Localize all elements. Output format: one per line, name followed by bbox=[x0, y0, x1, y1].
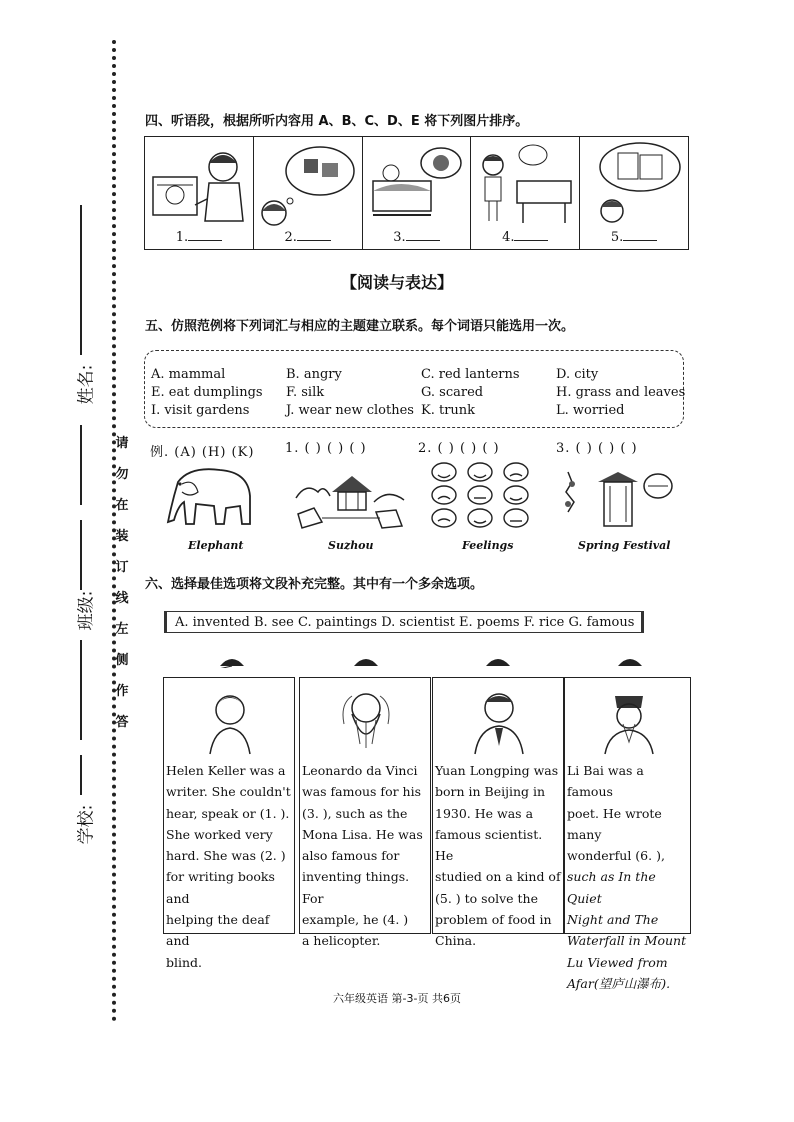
lamp-icon bbox=[352, 652, 380, 668]
card-helen-keller bbox=[163, 677, 295, 970]
warning-char: 作 bbox=[115, 684, 129, 699]
word-item: J. wear new clothes bbox=[286, 403, 414, 418]
word-item: A. mammal bbox=[151, 367, 226, 382]
warning-char: 侧 bbox=[115, 653, 129, 668]
page-footer: 六年级英语 第-3-页 共6页 bbox=[333, 992, 461, 1005]
lamp-icon bbox=[484, 652, 512, 668]
suzhou-garden-picture bbox=[292, 462, 410, 534]
boy-reading-news-picture bbox=[582, 141, 688, 231]
lamp-icon bbox=[616, 652, 644, 668]
picture-number-3: 3. bbox=[363, 230, 471, 245]
feelings-faces-picture bbox=[428, 462, 538, 534]
card-yuan-longping bbox=[432, 677, 564, 949]
card-li-bai bbox=[564, 677, 691, 991]
boy-in-bed-picture bbox=[365, 141, 471, 231]
spring-festival-picture bbox=[558, 462, 676, 534]
warning-char: 线 bbox=[115, 591, 129, 606]
school-label: 学校: bbox=[76, 804, 97, 845]
word-item: E. eat dumplings bbox=[151, 385, 263, 400]
options-box: A. invented B. see C. paintings D. scientist E. poems F. rice G. famous bbox=[164, 611, 644, 633]
name-underline-lower bbox=[80, 425, 82, 505]
part5-heading: 五、仿照范例将下列词汇与相应的主题建立联系。每个词语只能选用一次。 bbox=[145, 319, 575, 334]
word-item: K. trunk bbox=[421, 403, 476, 418]
topic-caption-feelings: Feelings bbox=[462, 539, 514, 552]
card-text-li-bai: Li Bai was a famous poet. He wrote many wonderful (6. ), such as In the Quiet Night and The Waterfall in Mount Lu Viewed from Afar(望庐山瀑布). bbox=[567, 763, 687, 991]
word-item: L. worried bbox=[556, 403, 625, 418]
portrait-da-vinci bbox=[330, 684, 402, 756]
boy-standing-picture bbox=[473, 141, 579, 231]
picture-number-4: 4. bbox=[471, 230, 579, 245]
topic-answer-row-example: 例. (A) (H) (K) bbox=[150, 445, 255, 460]
section-title: 【阅读与表达】 bbox=[340, 273, 453, 292]
word-bank bbox=[144, 350, 684, 428]
word-item: I. visit gardens bbox=[151, 403, 250, 418]
topic-caption-suzhou: Suzhou bbox=[328, 539, 374, 552]
warning-char: 装 bbox=[115, 529, 129, 544]
word-item: D. city bbox=[556, 367, 599, 382]
picture-cell-1 bbox=[145, 137, 254, 249]
binding-warning bbox=[113, 432, 131, 730]
topic-caption-spring-festival: Spring Festival bbox=[578, 539, 671, 552]
portrait-li-bai bbox=[593, 684, 665, 756]
warning-char: 左 bbox=[115, 622, 129, 637]
portrait-yuan-longping bbox=[463, 684, 535, 756]
topic-answer-row-3: 3. ( ) ( ) ( ) bbox=[556, 441, 638, 456]
school-underline bbox=[80, 755, 82, 795]
part6-heading: 六、选择最佳选项将文段补充完整。其中有一个多余选项。 bbox=[145, 577, 484, 592]
word-item: G. scared bbox=[421, 385, 484, 400]
card-text-helen-keller: Helen Keller was a writer. She couldn't hear, speak or (1. ). She worked very hard. She was (2. ) for writing books and helping the deaf and blind. bbox=[166, 763, 291, 970]
warning-char: 请 bbox=[115, 436, 129, 451]
name-label: 姓名: bbox=[76, 364, 97, 405]
picture-number-2: 2. bbox=[254, 230, 362, 245]
picture-cell-5 bbox=[580, 137, 688, 249]
word-item: F. silk bbox=[286, 385, 325, 400]
picture-cell-4 bbox=[471, 137, 580, 249]
card-text-yuan-longping: Yuan Longping was born in Beijing in 1930. He was a famous scientist. He studied on a kind of (5. ) to solve the problem of food in China. bbox=[435, 763, 561, 949]
picture-cell-3 bbox=[363, 137, 472, 249]
elephant-picture bbox=[160, 462, 260, 534]
class-underline-lower bbox=[80, 640, 82, 740]
picture-number-5: 5. bbox=[580, 230, 688, 245]
warning-char: 订 bbox=[115, 560, 129, 575]
class-label: 班级: bbox=[76, 590, 97, 631]
girl-thinking-picture bbox=[256, 141, 362, 231]
portrait-helen-keller bbox=[194, 684, 266, 756]
card-text-da-vinci: Leonardo da Vinci was famous for his (3. ), such as the Mona Lisa. He was also famous for inventing things. For example, he (4. ) a helicopter. bbox=[302, 763, 423, 949]
warning-char: 答 bbox=[115, 715, 129, 730]
word-item: H. grass and leaves bbox=[556, 385, 686, 400]
word-item: C. red lanterns bbox=[421, 367, 520, 382]
warning-char: 在 bbox=[115, 498, 129, 513]
picture-number-1: 1. bbox=[145, 230, 253, 245]
picture-cell-2 bbox=[254, 137, 363, 249]
word-item: B. angry bbox=[286, 367, 342, 382]
boy-drawing-picture bbox=[147, 141, 253, 231]
topic-answer-row-1: 1. ( ) ( ) ( ) bbox=[285, 441, 367, 456]
topic-caption-elephant: Elephant bbox=[188, 539, 244, 552]
class-underline bbox=[80, 520, 82, 590]
card-da-vinci bbox=[299, 677, 431, 949]
picture-strip bbox=[144, 136, 689, 250]
topic-answer-row-2: 2. ( ) ( ) ( ) bbox=[418, 441, 500, 456]
part4-heading: 四、听语段，根据所听内容用 A、B、C、D、E 将下列图片排序。 bbox=[145, 114, 529, 129]
lamp-icon bbox=[218, 652, 246, 668]
warning-char: 勿 bbox=[115, 467, 129, 482]
